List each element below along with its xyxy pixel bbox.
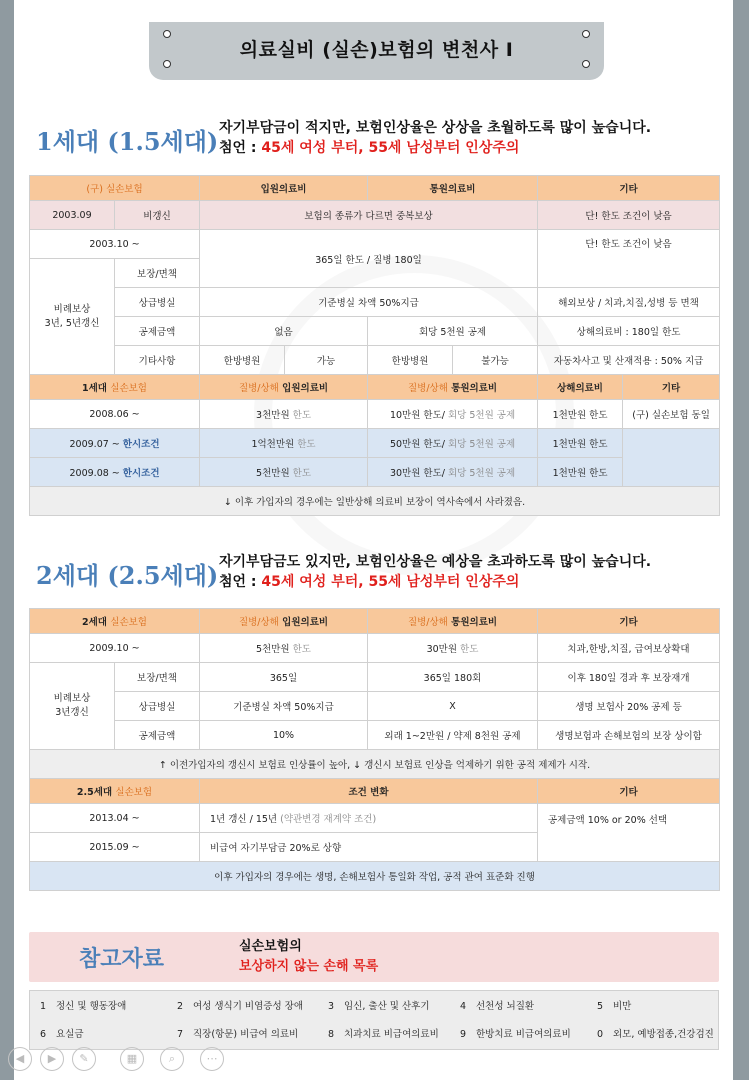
table-row: 기타사항 한방병원 가능 한방병원 불가능 자동차사고 및 산재적용 : 50% 지급	[30, 346, 720, 375]
table-header-row: 1세대 실손보험 질병/상해 입원의료비 질병/상해 통원의료비 상해의료비 기타	[30, 375, 720, 400]
table-row: 2009.08 ~ 한시조건 5천만원 한도 30만원 한도/ 회당 5천원 공제 1천만원 한도	[30, 458, 720, 487]
page-title: 의료실비 (실손)보험의 변천사 Ⅰ	[239, 39, 514, 61]
table-row: 2008.06 ~ 3천만원 한도 10만원 한도/ 회당 5천원 공제 1천만원 한도 (구) 실손보험 동일	[30, 400, 720, 429]
table-row: 2013.04 ~ 1년 갱신 / 15년 (약관변경 재계약 조건) 공제금액 10% or 20% 선택	[30, 804, 720, 833]
table-note-row: 이후 가입자의 경우에는 생명, 손해보험사 통일화 작업, 공적 관여 표준화 진행	[30, 862, 720, 891]
table-note-row: ↓ 이후 가입자의 경우에는 일반상해 의료비 보장이 역사속에서 사라졌음.	[30, 487, 720, 516]
gen1-desc-line1: 자기부담금이 적지만, 보험인상율은 상상을 초월하도록 많이 높습니다.	[219, 120, 652, 136]
gen2-table	[29, 608, 720, 891]
table-row: 상급병실 기준병실 차액 50%지급 해외보상 / 치과,치질,성병 등 면책	[30, 288, 720, 317]
gen1-table	[29, 175, 720, 516]
table-row: 2003.09 비갱신 보험의 종류가 다르면 중복보상 단! 한도 조건이 낮음	[30, 201, 720, 230]
table-row: 상급병실 기준병실 차액 50%지급 X 생명 보험사 20% 공제 등	[30, 692, 720, 721]
table-row: 비례보상 3년갱신 보장/면책 365일 365일 180회 이후 180일 경과 후 보장재개	[30, 663, 720, 692]
gen2-description	[219, 552, 651, 592]
list-item: 6 요실금	[40, 1029, 84, 1040]
gen1-heading: 1세대 (1.5세대)	[36, 127, 219, 156]
table-row: 2015.09 ~ 비급여 자기부담금 20%로 상향	[30, 833, 720, 862]
reference-label: 참고자료	[79, 947, 165, 972]
document-page	[14, 0, 733, 1080]
list-item: 9 한방치료 비급여의료비	[460, 1029, 571, 1040]
table-row: 2009.07 ~ 한시조건 1억천만원 한도 50만원 한도/ 회당 5천원 공제 1천만원 한도	[30, 429, 720, 458]
gen2-heading: 2세대 (2.5세대)	[36, 561, 219, 590]
pen-icon[interactable]: ✎	[72, 1047, 96, 1071]
gen2-desc-line2: 첨언 : 45세 여성 부터, 55세 남성부터 인상주의	[219, 574, 520, 590]
list-item: 7 직장(항문) 비급여 의료비	[177, 1029, 299, 1040]
gen1-desc-line2: 첨언 : 45세 여성 부터, 55세 남성부터 인상주의	[219, 140, 520, 156]
list-item: 0 외모, 예방접종,건강검진	[597, 1029, 714, 1040]
list-item: 2 여성 생식기 비염증성 장애	[177, 1001, 304, 1012]
list-item: 4 선천성 뇌질환	[460, 1001, 535, 1012]
list-item: 5 비만	[597, 1001, 632, 1012]
next-icon[interactable]: ▶	[40, 1047, 64, 1071]
table-row: 2009.10 ~ 5천만원 한도 30만원 한도 치과,한방,치질, 급여보상확대	[30, 634, 720, 663]
table-row: 공제금액 없음 회당 5천원 공제 상해의료비 : 180일 한도	[30, 317, 720, 346]
reference-banner	[29, 932, 719, 982]
zoom-icon[interactable]: ⌕	[160, 1047, 184, 1071]
title-tab	[149, 22, 604, 80]
list-item: 3 임신, 출산 및 산후기	[328, 1001, 430, 1012]
reference-text: 실손보험의 보상하지 않는 손해 목록	[239, 939, 379, 974]
gen2-desc-line1: 자기부담금도 있지만, 보험인상율은 예상을 초과하도록 많이 높습니다.	[219, 554, 652, 570]
table-header-row: 2.5세대 실손보험 조건 변화 기타	[30, 779, 720, 804]
table-header-row: (구) 실손보험 입원의료비 통원의료비 기타	[30, 176, 720, 201]
gen1-description	[219, 118, 651, 158]
table-note-row: ↑ 이전가입자의 갱신시 보험료 인상률이 높아, ↓ 갱신시 보험료 인상을 억제하기 위한 공적 제제가 시작.	[30, 750, 720, 779]
exclusion-list	[29, 990, 719, 1050]
table-row: 공제금액 10% 외래 1~2만원 / 약제 8천원 공제 생명보험과 손해보험의 보장 상이함	[30, 721, 720, 750]
previous-icon[interactable]: ◀	[8, 1047, 32, 1071]
table-header-row: 2세대 실손보험 질병/상해 입원의료비 질병/상해 통원의료비 기타	[30, 609, 720, 634]
slides-icon[interactable]: ▦	[120, 1047, 144, 1071]
list-item: 1 정신 및 행동장애	[40, 1001, 127, 1012]
list-item: 8 치과치료 비급여의료비	[328, 1029, 439, 1040]
table-row: 비례보상 3년, 5년갱신 보장/면책	[30, 259, 720, 288]
table-row: 2003.10 ~ 365일 한도 / 질병 180일 단! 한도 조건이 낮음	[30, 230, 720, 259]
more-options-icon[interactable]: ⋯	[200, 1047, 224, 1071]
